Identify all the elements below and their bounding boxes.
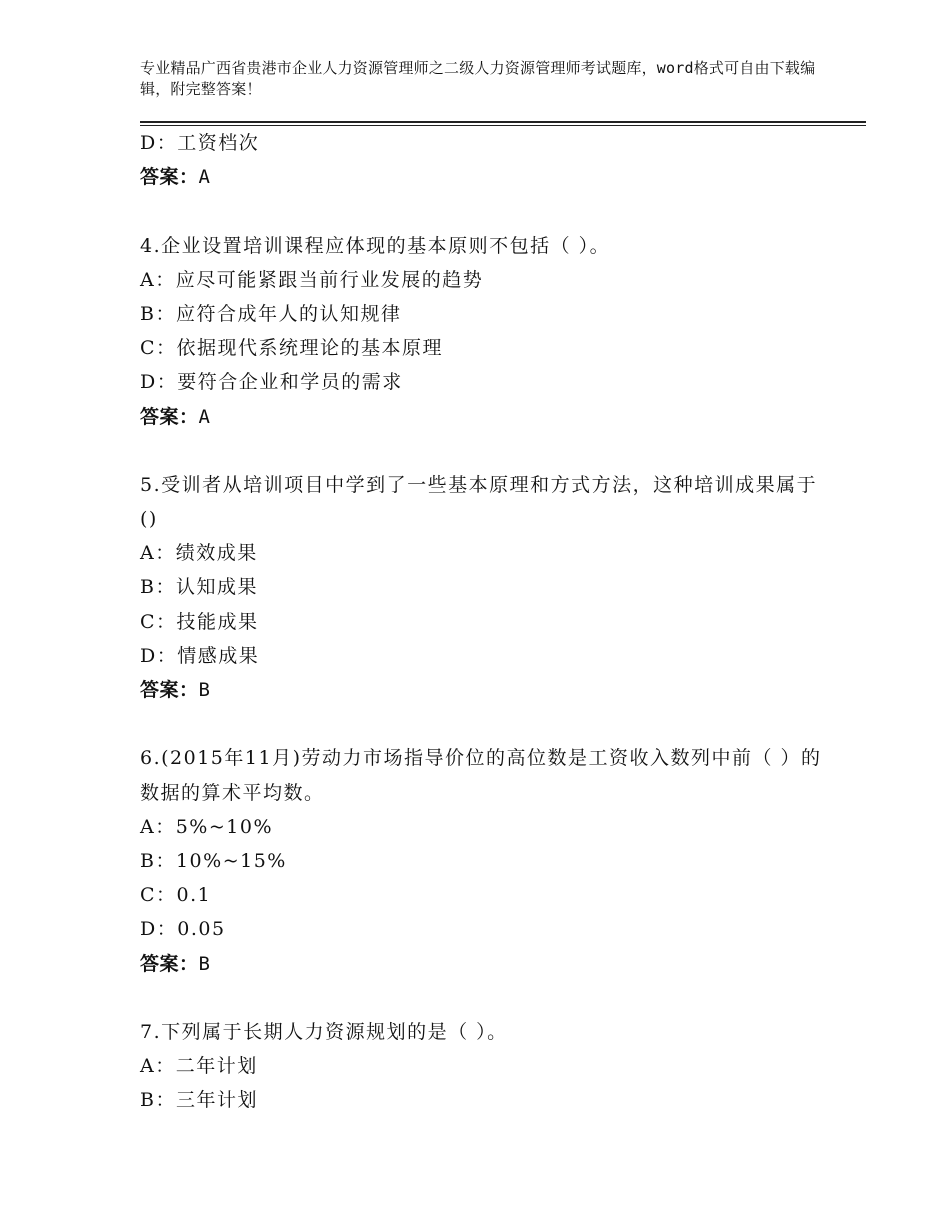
header-rule-thick bbox=[140, 121, 866, 123]
answer-label: 答案： bbox=[140, 405, 199, 428]
q7-option-b: B：三年计划 bbox=[140, 1089, 258, 1112]
answer-value: B bbox=[198, 679, 211, 702]
q5-option-d: D：情感成果 bbox=[140, 644, 260, 667]
q6-stem: 6.(2015年11月)劳动力市场指导价位的高位数是工资收入数列中前（ ）的数据的算术平均数。 bbox=[140, 747, 822, 804]
q4-option-a: A：应尽可能紧跟当前行业发展的趋势 bbox=[140, 268, 484, 291]
q4-option-d: D：要符合企业和学员的需求 bbox=[140, 371, 403, 394]
q4-option-b: B：应符合成年人的认知规律 bbox=[140, 302, 402, 325]
answer-value: B bbox=[198, 952, 211, 975]
q7-option-a: A：二年计划 bbox=[140, 1055, 258, 1078]
q4-stem: 4.企业设置培训课程应体现的基本原则不包括（ ）。 bbox=[140, 234, 611, 257]
prev-answer bbox=[140, 160, 830, 194]
q5-option-c: C：技能成果 bbox=[140, 610, 259, 633]
answer-value: A bbox=[198, 405, 211, 428]
prev-option-d: D：工资档次 bbox=[140, 132, 260, 154]
q6-option-d: D：0.05 bbox=[140, 918, 226, 941]
q7-stem: 7.下列属于长期人力资源规划的是（ ）。 bbox=[140, 1020, 508, 1043]
answer-label: 答案： bbox=[140, 952, 199, 975]
answer-label: 答案： bbox=[140, 166, 199, 189]
q6-option-b: B：10%~15% bbox=[140, 850, 287, 873]
q4-option-c: C：依据现代系统理论的基本原理 bbox=[140, 337, 444, 360]
question-list bbox=[140, 126, 830, 1118]
q6-option-a: A：5%~10% bbox=[140, 815, 274, 838]
q5-answer bbox=[140, 673, 830, 707]
q4-answer bbox=[140, 400, 830, 434]
answer-value: A bbox=[198, 166, 211, 189]
page-header: 专业精品广西省贵港市企业人力资源管理师之二级人力资源管理师考试题库，word格式可自由下载编辑，附完整答案！ bbox=[140, 59, 816, 98]
q6-option-c: C：0.1 bbox=[140, 884, 212, 907]
answer-label: 答案： bbox=[140, 679, 199, 702]
q5-option-a: A：绩效成果 bbox=[140, 542, 258, 565]
q6-answer bbox=[140, 947, 830, 981]
q5-stem: 5.受训者从培训项目中学到了一些基本原理和方式方法，这种培训成果属于() bbox=[140, 473, 818, 531]
q5-option-b: B：认知成果 bbox=[140, 576, 258, 599]
